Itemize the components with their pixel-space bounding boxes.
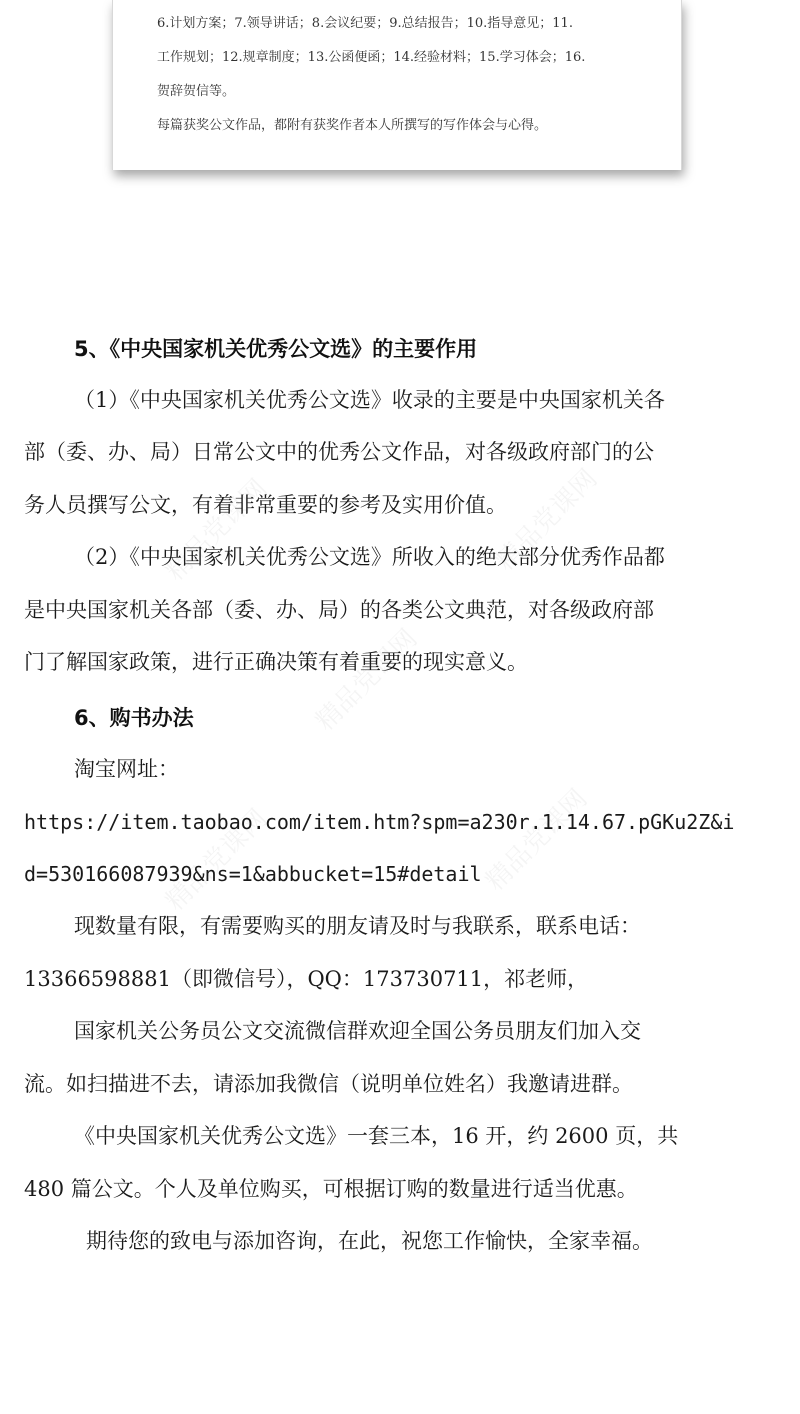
section-5-line: 门了解国家政策，进行正确决策有着重要的现实意义。 bbox=[24, 650, 528, 674]
wechat-group-line: 流。如扫描进不去，请添加我微信（说明单位姓名）我邀请进群。 bbox=[24, 1072, 633, 1096]
card-text-line: 工作规划；12.规章制度；13.公函便函；14.经验材料；15.学习体会；16. bbox=[157, 50, 586, 65]
card-text-line: 6.计划方案；7.领导讲话；8.会议纪要；9.总结报告；10.指导意见；11. bbox=[157, 16, 573, 31]
taobao-url-line[interactable]: d=530166087939&ns=1&abbucket=15#detail bbox=[24, 862, 482, 886]
section-5-line: （1）《中央国家机关优秀公文选》收录的主要是中央国家机关各 bbox=[74, 388, 665, 412]
contact-line: 13366598881（即微信号），QQ：173730711，祁老师， bbox=[24, 967, 589, 991]
section-5-line: 是中央国家机关各部（委、办、局）的各类公文典范，对各级政府部 bbox=[24, 598, 654, 622]
section-6-title: 6、购书办法 bbox=[74, 706, 194, 730]
section-5-line: 部（委、办、局）日常公文中的优秀公文作品，对各级政府部门的公 bbox=[24, 440, 654, 464]
taobao-label: 淘宝网址： bbox=[74, 757, 179, 781]
taobao-url-line[interactable]: https://item.taobao.com/item.htm?spm=a230r.1.14.67.pGKu2Z&i bbox=[24, 810, 735, 834]
closing-line: 期待您的致电与添加咨询，在此，祝您工作愉快，全家幸福。 bbox=[86, 1229, 653, 1253]
card-text-line: 每篇获奖公文作品，都附有获奖作者本人所撰写的写作体会与心得。 bbox=[157, 118, 548, 133]
watermark bbox=[306, 619, 424, 737]
watermark bbox=[476, 779, 594, 897]
book-info-line: 《中央国家机关优秀公文选》一套三本，16 开，约 2600 页，共 bbox=[74, 1124, 679, 1148]
wechat-group-line: 国家机关公务员公文交流微信群欢迎全国公务员朋友们加入交 bbox=[74, 1019, 641, 1043]
book-info-line: 480 篇公文。个人及单位购买，可根据订购的数量进行适当优惠。 bbox=[24, 1177, 638, 1201]
section-5-line: （2）《中央国家机关优秀公文选》所收入的绝大部分优秀作品都 bbox=[74, 545, 665, 569]
card-text-line: 贺辞贺信等。 bbox=[157, 84, 236, 99]
section-5-title: 5、《中央国家机关优秀公文选》的主要作用 bbox=[74, 337, 478, 361]
document-page-card bbox=[112, 0, 682, 170]
section-5-line: 务人员撰写公文，有着非常重要的参考及实用价值。 bbox=[24, 493, 507, 517]
contact-line: 现数量有限，有需要购买的朋友请及时与我联系，联系电话： bbox=[74, 914, 641, 938]
